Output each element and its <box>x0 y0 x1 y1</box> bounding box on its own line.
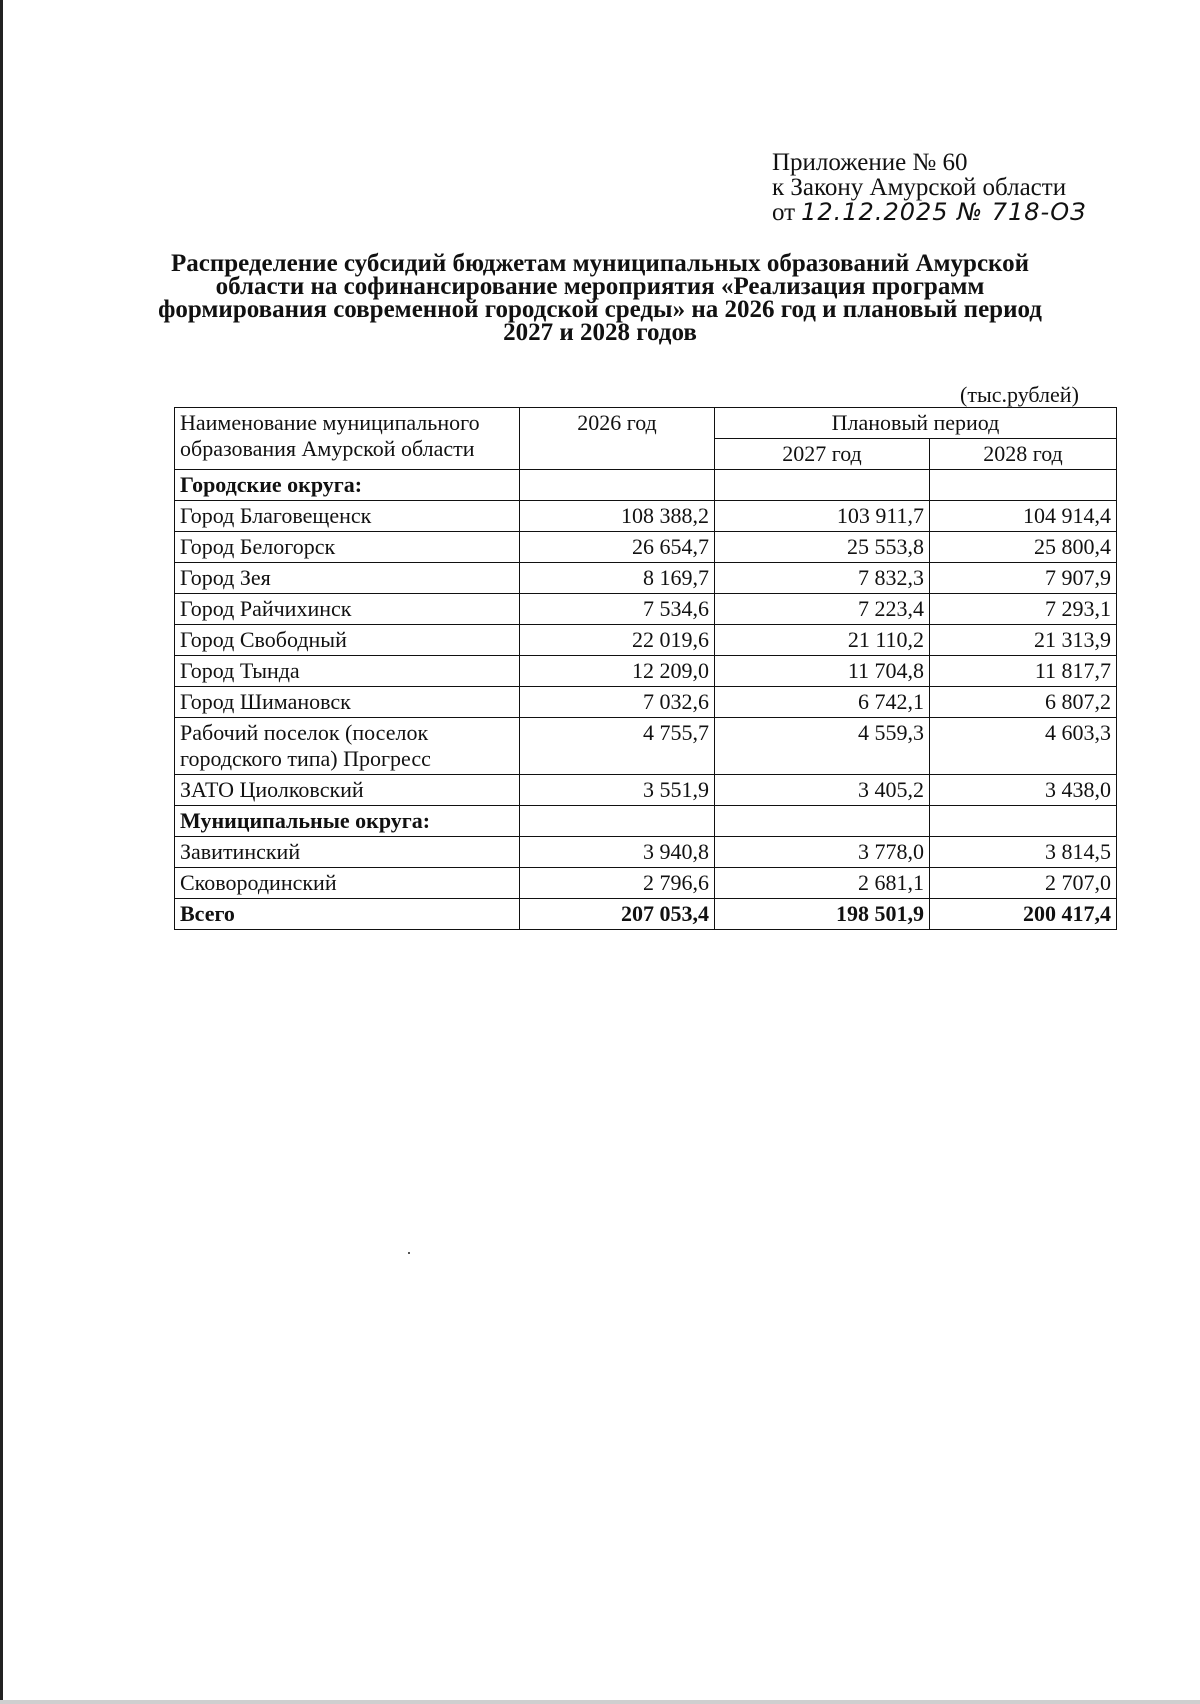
header-2027: 2027 год <box>715 439 930 470</box>
row-2026: 108 388,2 <box>520 501 715 532</box>
row-2026: 8 169,7 <box>520 563 715 594</box>
table-row <box>175 594 1117 625</box>
row-2027: 25 553,8 <box>715 532 930 563</box>
row-2026: 7 032,6 <box>520 687 715 718</box>
row-2026: 4 755,7 <box>520 718 715 775</box>
row-name: Город Зея <box>175 563 520 594</box>
table-row <box>175 868 1117 899</box>
row-name: ЗАТО Циолковский <box>175 775 520 806</box>
section-row-municipal <box>175 806 1117 837</box>
scan-speck <box>408 1252 410 1254</box>
appendix-date-line <box>772 200 1172 225</box>
row-2028: 7 907,9 <box>930 563 1117 594</box>
row-2026: 12 209,0 <box>520 656 715 687</box>
header-name: Наименование муниципального образования Амурской области <box>175 408 520 470</box>
table-row <box>175 837 1117 868</box>
row-2027: 3 778,0 <box>715 837 930 868</box>
total-2028: 200 417,4 <box>930 899 1117 930</box>
row-name: Сковородинский <box>175 868 520 899</box>
appendix-date-prefix: от <box>772 199 796 226</box>
handwritten-date-number: 12.12.2025 № 718-ОЗ <box>801 198 1087 226</box>
row-name: Город Благовещенск <box>175 501 520 532</box>
document-title: Распределение субсидий бюджетам муниципальных образований Амурской области на софинансирование мероприятия «Реализация программ формирования современной городской среды» на 2026 год и плановый период 2027 и 2028 годов <box>158 250 1042 346</box>
table-row <box>175 656 1117 687</box>
appendix-reference <box>772 150 1172 225</box>
header-2028: 2028 год <box>930 439 1117 470</box>
row-2027: 6 742,1 <box>715 687 930 718</box>
row-2028: 7 293,1 <box>930 594 1117 625</box>
total-row <box>175 899 1117 930</box>
total-label: Всего <box>175 899 520 930</box>
units-label: (тыс.рублей) <box>960 382 1079 407</box>
row-2027: 103 911,7 <box>715 501 930 532</box>
row-name: Завитинский <box>175 837 520 868</box>
row-2028: 3 814,5 <box>930 837 1117 868</box>
row-name: Город Свободный <box>175 625 520 656</box>
row-name: Город Белогорск <box>175 532 520 563</box>
row-2026: 2 796,6 <box>520 868 715 899</box>
subsidy-table <box>174 407 1117 930</box>
row-2027: 3 405,2 <box>715 775 930 806</box>
header-planned-period: Плановый период <box>715 408 1117 439</box>
row-2026: 22 019,6 <box>520 625 715 656</box>
row-2027: 7 223,4 <box>715 594 930 625</box>
header-row <box>175 408 1117 439</box>
total-2026: 207 053,4 <box>520 899 715 930</box>
row-2028: 21 313,9 <box>930 625 1117 656</box>
row-2028: 11 817,7 <box>930 656 1117 687</box>
row-name: Город Райчихинск <box>175 594 520 625</box>
row-name: Рабочий поселок (поселок городского типа) Прогресс <box>175 718 520 775</box>
row-2028: 104 914,4 <box>930 501 1117 532</box>
row-2027: 4 559,3 <box>715 718 930 775</box>
row-2028: 25 800,4 <box>930 532 1117 563</box>
row-2028: 4 603,3 <box>930 718 1117 775</box>
table-row <box>175 532 1117 563</box>
total-2027: 198 501,9 <box>715 899 930 930</box>
appendix-number: Приложение № 60 <box>772 149 968 176</box>
section-row-urban <box>175 470 1117 501</box>
row-2028: 3 438,0 <box>930 775 1117 806</box>
table-row <box>175 687 1117 718</box>
table-row <box>175 625 1117 656</box>
header-2026: 2026 год <box>520 408 715 470</box>
row-2026: 3 551,9 <box>520 775 715 806</box>
scan-edge-bottom <box>0 1700 1200 1704</box>
section-municipal-label: Муниципальные округа: <box>175 806 520 837</box>
row-2026: 26 654,7 <box>520 532 715 563</box>
row-name: Город Шимановск <box>175 687 520 718</box>
table-row <box>175 563 1117 594</box>
section-urban-label: Городские округа: <box>175 470 520 501</box>
row-2026: 3 940,8 <box>520 837 715 868</box>
appendix-law: к Закону Амурской области <box>772 174 1067 201</box>
scan-edge-left <box>0 0 3 1704</box>
row-2027: 21 110,2 <box>715 625 930 656</box>
row-2027: 7 832,3 <box>715 563 930 594</box>
row-name: Город Тында <box>175 656 520 687</box>
table-row <box>175 501 1117 532</box>
table-row <box>175 775 1117 806</box>
row-2027: 2 681,1 <box>715 868 930 899</box>
row-2027: 11 704,8 <box>715 656 930 687</box>
row-2028: 6 807,2 <box>930 687 1117 718</box>
row-2026: 7 534,6 <box>520 594 715 625</box>
row-2028: 2 707,0 <box>930 868 1117 899</box>
table-row <box>175 718 1117 775</box>
